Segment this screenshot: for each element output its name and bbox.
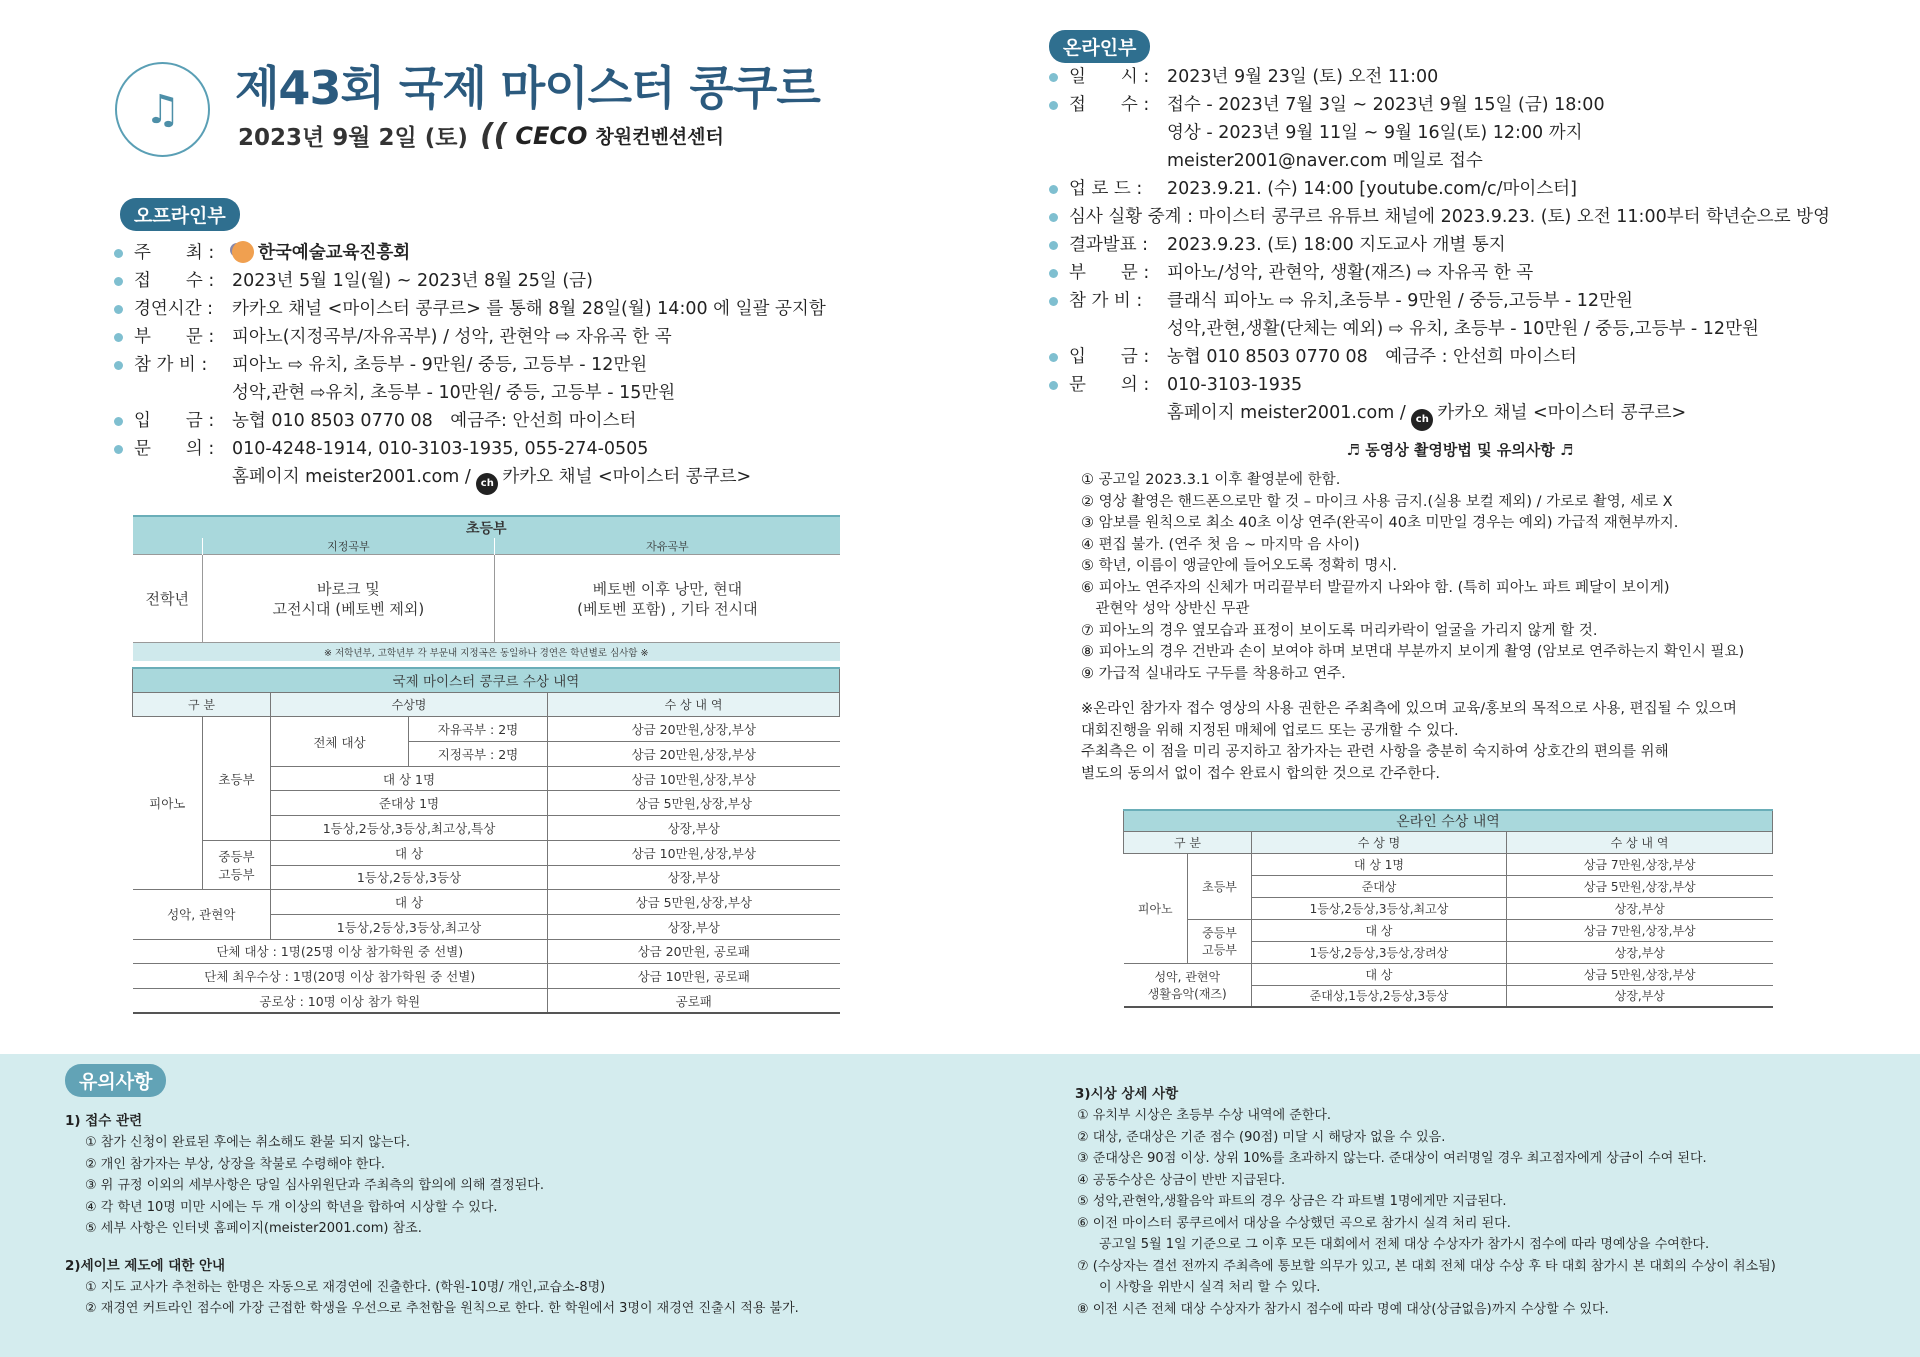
offline-badge: 오프라인부 [120,198,240,231]
list-item: ③ 준대상은 90점 이상. 상위 10%를 초과하지 않는다. 준대상이 여러명일 경우 최고점자에게 상금이 수여 된다. [1077,1151,1707,1166]
info-item: 부 문 : 피아노/성악, 관현악, 생활(재즈) ⇨ 자유곡 한 곡 [1045,259,1875,287]
table-cell: 상장,부상 [1507,898,1773,920]
table-cell: 베토벤 이후 낭만, 현대 (베토벤 포함) , 기타 전시대 [494,555,840,643]
table-cell: 성악, 관현악 생활음악(재즈) [1124,963,1252,1007]
table-cell: 준대상,1등상,2등상,3등상 [1252,985,1507,1007]
list-item: ① 지도 교사가 추천하는 한명은 자동으로 재경연에 진출한다. (학원-10명/ 개인,교습소-8명) [85,1279,606,1295]
ceco-logo-icon: (( [479,118,508,153]
table-cell: 상금 20만원,상장,부상 [548,742,840,767]
column-header: 자유곡부 [494,538,840,555]
table-cell: 준대상 1명 [271,791,548,816]
notice-list [1075,1105,1905,1320]
online-badge: 온라인부 [1049,30,1150,63]
list-item: ⑤ 성악,관현악,생활음악 파트의 경우 상금은 각 파트별 1명에게만 지급된다. [1077,1194,1507,1209]
elementary-repertoire-table [132,515,840,661]
video-tips-title: ♬ 동영상 촬영방법 및 유의사항 ♬ [1346,441,1574,459]
table-cell: 초등부 [1188,854,1252,920]
column-header: 구 분 [1124,832,1252,854]
list-item: ⑥ 이전 마이스터 콩쿠르에서 대상을 수상했던 곡으로 참가시 실격 처리 된다. [1077,1215,1511,1231]
table-title: 초등부 [133,516,841,538]
list-item: ⑦ (수상자는 결선 전까지 주최측에 통보할 의무가 있고, 본 대회 전체 대상 수상 후 타 대회 참가시 본 대회의 수상이 취소됨) [1077,1258,1776,1274]
table-cell: 상금 10만원,상장,부상 [548,840,840,865]
table-cell: 상금 5만원,상장,부상 [548,791,840,816]
list-item: ③ 위 규정 이외의 세부사항은 당일 심사위원단과 주최측의 합의에 의해 결정된다. [85,1178,544,1193]
table-cell: 중등부 고등부 [1188,919,1252,963]
meister-logo [115,62,210,157]
table-cell: 지정곡부 : 2명 [409,742,548,767]
list-item: ④ 편집 불가. (연주 첫 음 ~ 마지막 음 사이) [1081,536,1360,553]
list-item: ② 대상, 준대상은 기준 점수 (90점) 미달 시 해당자 없을 수 있음. [1077,1129,1446,1145]
notice-right-column [1075,1074,1905,1320]
online-info-list [1045,63,1875,431]
info-item: 홈페이지 meister2001.com / ch 카카오 채널 <마이스터 콩쿠르> [110,463,910,495]
kakao-channel-icon: ch [476,473,498,495]
venue-logo: (( CECO 창원컨벤션센터 [479,118,724,153]
page-title: 제43회 국제 마이스터 콩쿠르 [235,61,820,115]
list-item: ⑨ 가급적 실내라도 구두를 착용하고 연주. [1081,665,1346,682]
event-date: 2023년 9월 2일 (토) [238,125,468,151]
table-cell: 상금 20만원,상장,부상 [548,717,840,742]
event-date-venue [238,118,724,153]
list-item: ① 공고일 2023.3.1 이후 촬영분에 한함. [1081,472,1341,488]
list-item: ④ 각 학년 10명 미만 시에는 두 개 이상의 학년을 합하여 시상할 수 있다. [85,1199,498,1215]
table-cell: 상장,부상 [1507,941,1773,963]
venue-name: 창원컨벤션센터 [595,126,724,148]
column-header: 수 상 내 역 [1507,832,1773,854]
kakao-channel-icon: ch [1411,409,1433,431]
table-cell: 공로상 : 10명 이상 참가 학원 [133,988,548,1013]
table-cell: 준대상 [1252,876,1507,898]
table-cell: 1등상,2등상,3등상,장려상 [1252,941,1507,963]
award-table [132,667,840,1015]
list-item: ② 재경연 커트라인 점수에 가장 근접한 학생을 우선으로 추천함을 원칙으로 한다. 한 학원에서 3명이 재경연 진출시 적용 불가. [85,1301,799,1316]
column-header: 구 분 [133,692,271,717]
online-section [1045,30,1875,1008]
usage-disclaimer: ※온라인 참가자 접수 영상의 사용 권한은 주최측에 있으며 교육/홍보의 목적으로 사용, 편집될 수 있으며 대회진행을 위해 지정된 매체에 업로드 또는 공개할 수 있다. 주최측은 이 점을 미리 공지하고 참가자는 관련 사항을 충분히 숙지하여 상호간의 편의를 위해 별도의 동의서 없이 접수 완료시 합의한 것으로 간주한다. [1081,701,1737,782]
table-cell: 공로패 [548,988,840,1013]
table-cell: 피아노 [133,717,203,890]
info-item: 문 의 : 010-4248-1914, 010-3103-1935, 055-274-0505 [110,435,910,463]
notice-list [65,1132,965,1240]
offline-section [110,198,910,1014]
info-item: 업 로 드 : 2023.9.21. (수) 14:00 [youtube.com/c/마이스터] [1045,175,1875,203]
info-item: meister2001@naver.com 메일로 접수 [1167,151,1483,171]
info-item: 접 수 : 2023년 5월 1일(월) ~ 2023년 8월 25일 (금) [110,267,910,295]
table-cell: 대 상 [1252,963,1507,985]
list-item: ② 영상 촬영은 핸드폰으로만 할 것 – 마이크 사용 금지.(실용 보컬 제외) / 가로로 촬영, 세로 X [1081,493,1673,510]
table-cell: 상장,부상 [548,865,840,890]
notice-badge: 유의사항 [65,1064,166,1097]
table-cell: 피아노 [1124,854,1188,963]
info-item: 홈페이지 meister2001.com / ch 카카오 채널 <마이스터 콩쿠르> [1045,399,1875,431]
list-item: 이 사항을 위반시 실격 처리 할 수 있다. [1099,1280,1321,1295]
list-item: ⑧ 이전 시즌 전체 대상 수상자가 참가시 점수에 따라 명예 대상(상금없음)까지 수상할 수 있다. [1077,1301,1609,1317]
list-item: ① 참가 신청이 완료된 후에는 취소해도 환불 되지 않는다. [85,1135,411,1150]
table-cell: 중등부 고등부 [203,840,271,889]
column-header: 수상명 [271,692,548,717]
music-note-icon: ♫ [144,86,181,133]
online-award-table [1123,809,1773,1008]
list-item: ④ 공동수상은 상금이 반반 지급된다. [1077,1172,1286,1188]
info-item: 접 수 : 접수 - 2023년 7월 3일 ~ 2023년 9월 15일 (금) 18:00 [1045,91,1875,119]
table-cell: 대 상 [1252,919,1507,941]
table-cell: 1등상,2등상,3등상,최고상,특상 [271,816,548,841]
column-header: 지정곡부 [203,538,495,555]
table-cell: 상장,부상 [548,914,840,939]
notice-section [0,1054,1920,1357]
table-title: 온라인 수상 내역 [1124,810,1773,832]
info-item: 경연시간 : 카카오 채널 <마이스터 콩쿠르> 를 통해 8월 28일(월) 14:00 에 일괄 공지함 [110,295,910,323]
info-item: 주 최 : 한국예술교육진흥회 [110,239,910,267]
notice-section-title: 2)세이브 제도에 대한 안내 [65,1257,226,1274]
notice-left-column [65,1064,965,1320]
table-cell: 1등상,2등상,3등상 [271,865,548,890]
table-cell: 상금 5만원,상장,부상 [1507,963,1773,985]
organizer-logo-icon [232,241,254,263]
info-item: 입 금 : 농협 010 8503 0770 08 예금주: 안선희 마이스터 [110,407,910,435]
table-cell: 대 상 [271,840,548,865]
list-item: ③ 암보를 원칙으로 최소 40초 이상 연주(완곡이 40초 미만일 경우는 예외) 가급적 재현부까지. [1081,515,1679,531]
info-item: 문 의 : 010-3103-1935 [1045,371,1875,399]
info-item: 심사 실황 중계 : 마이스터 콩쿠르 유튜브 채널에 2023.9.23. (토) 오전 11:00부터 학년순으로 방영 [1045,203,1875,231]
table-cell: 상금 5만원,상장,부상 [548,890,840,915]
list-item: ⑤ 세부 사항은 인터넷 홈페이지(meister2001.com) 참조. [85,1221,422,1236]
list-item: ⑧ 피아노의 경우 건반과 손이 보여야 하며 보면대 부분까지 보이게 촬영 (암보로 연주하는지 확인시 필요) [1081,644,1745,660]
table-cell: 상금 10만원, 공로패 [548,964,840,989]
table-cell: 상금 7만원,상장,부상 [1507,854,1773,876]
table-cell: 바로크 및 고전시대 (베토벤 제외) [203,555,495,643]
table-cell: 성악, 관현악 [133,890,271,939]
column-header: 수 상 내 역 [548,692,840,717]
table-cell: 단체 대상 : 1명(25명 이상 참가학원 중 선별) [133,939,548,964]
list-item: ① 유치부 시상은 초등부 수상 내역에 준한다. [1077,1108,1332,1123]
info-item: 영상 - 2023년 9월 11일 ~ 9월 16일(토) 12:00 까지 [1167,123,1583,143]
list-item: ⑦ 피아노의 경우 옆모습과 표정이 보이도록 머리카락이 얼굴을 가리지 않게 할 것. [1081,622,1598,639]
table-cell: 대 상 1명 [271,766,548,791]
info-item: 성악,관현 ⇨유치, 초등부 - 10만원/ 중등, 고등부 - 15만원 [232,383,676,403]
list-item: ② 개인 참가자는 부상, 상장을 착불로 수령해야 한다. [85,1156,386,1172]
table-cell: 상금 5만원,상장,부상 [1507,876,1773,898]
list-item: 관현악 성악 상반신 무관 [1081,601,1250,617]
table-cell: 대 상 1명 [1252,854,1507,876]
table-cell: 1등상,2등상,3등상,최고상 [1252,898,1507,920]
table-cell: 초등부 [203,717,271,840]
list-item: ⑥ 피아노 연주자의 신체가 머리끝부터 발끝까지 나와야 함. (특히 피아노 파트 페달이 보이게) [1081,579,1670,596]
table-cell: 자유곡부 : 2명 [409,717,548,742]
list-item: 공고일 5월 1일 기준으로 그 이후 모든 대회에서 전체 대상 수상자가 참가시 점수에 따라 명예상을 수여한다. [1099,1237,1710,1252]
video-tips-list [1045,470,1875,685]
table-cell: 상장,부상 [548,816,840,841]
notice-section-title: 3)시상 상세 사항 [1075,1086,1179,1102]
info-item: 결과발표 : 2023.9.23. (토) 18:00 지도교사 개별 통지 [1045,231,1875,259]
info-item: 부 문 : 피아노(지정곡부/자유곡부) / 성악, 관현악 ⇨ 자유곡 한 곡 [110,323,910,351]
table-note: ※ 저학년부, 고학년부 각 부문내 지정곡은 동일하나 경연은 학년별로 심사함 ※ [133,643,841,661]
list-item: ⑤ 학년, 이름이 앵글안에 들어오도록 정확히 명시. [1081,558,1398,574]
table-cell: 대 상 [271,890,548,915]
info-item: 성악,관현,생활(단체는 예외) ⇨ 유치, 초등부 - 10만원 / 중등,고등부 - 12만원 [1167,319,1759,339]
info-item: 일 시 : 2023년 9월 23일 (토) 오전 11:00 [1045,63,1875,91]
table-title: 국제 마이스터 콩쿠르 수상 내역 [133,668,840,693]
table-cell: 단체 최우수상 : 1명(20명 이상 참가학원 중 선별) [133,964,548,989]
offline-info-list [110,239,910,495]
column-header: 수 상 명 [1252,832,1507,854]
info-item: 입 금 : 농협 010 8503 0770 08 예금주 : 안선희 마이스터 [1045,343,1875,371]
info-item: 참 가 비 : 클래식 피아노 ⇨ 유치,초등부 - 9만원 / 중등,고등부 - 12만원 [1045,287,1875,315]
table-cell: 1등상,2등상,3등상,최고상 [271,914,548,939]
info-item: 참 가 비 : 피아노 ⇨ 유치, 초등부 - 9만원/ 중등, 고등부 - 12만원 [110,351,910,379]
table-cell: 전체 대상 [271,717,409,766]
row-label: 전학년 [133,555,203,643]
notice-list [65,1277,965,1320]
table-cell: 상장,부상 [1507,985,1773,1007]
table-cell: 상금 7만원,상장,부상 [1507,919,1773,941]
table-cell: 상금 20만원, 공로패 [548,939,840,964]
notice-section-title: 1) 접수 관련 [65,1113,143,1129]
table-cell: 상금 10만원,상장,부상 [548,766,840,791]
